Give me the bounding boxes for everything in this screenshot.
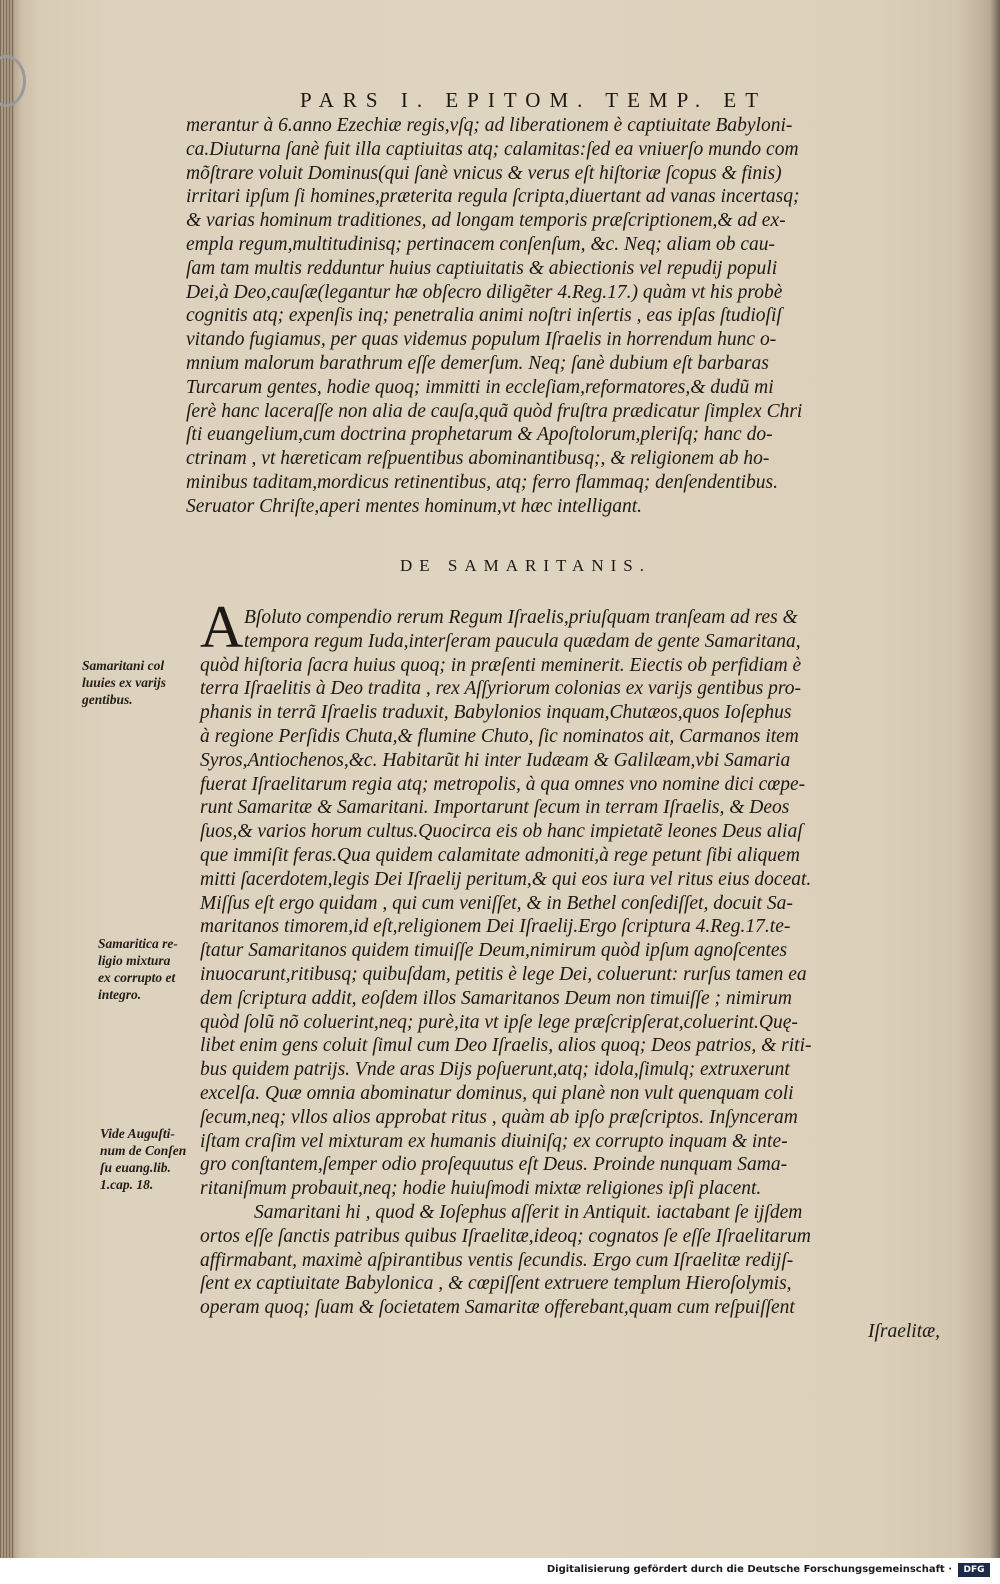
text-line: à regione Perſidis Chuta,& flumine Chuto, ſic nominatos ait, Carmanos item	[200, 725, 799, 747]
text-line: inuocarunt,ritibusq; quibuſdam, petitis è lege Dei, coluerunt: rurſus tamen ea	[200, 963, 807, 985]
text-line: tempora regum Iuda,interſeram paucula quædam de gente Samaritana,	[244, 630, 801, 652]
text-line: ſent ex captiuitate Babylonica , & cœpiſſent extruere templum Hieroſolymis,	[200, 1273, 792, 1295]
text-block-1	[186, 114, 946, 519]
marginal-line: num de Conſen	[100, 1143, 187, 1158]
marginal-note-1	[82, 657, 200, 708]
text-line: operam quoq; ſuam & ſocietatem Samaritæ offerebant,quam cum reſpuiſſent	[200, 1297, 795, 1319]
text-line: ca.Diuturna ſanè fuit illa captiuitas atq; calamitas:ſed ea vniuerſo mundo com	[186, 138, 799, 160]
text-line: que immiſit feras.Qua quidem calamitate admoniti,à rege petunt ſibi aliquem	[200, 844, 800, 866]
text-line: phanis in terrã Iſraelis traduxit, Babylonios inquam,Chutæos,quos Ioſephus	[200, 702, 792, 724]
marginal-line: ligio mixtura	[98, 953, 171, 968]
text-line: maritanos timorem,id eſt,religionem Dei Iſraelij.Ergo ſcriptura 4.Reg.17.te-	[200, 916, 791, 938]
text-line: ortos eſſe ſanctis patribus quibus Iſraelitæ,ideoq; cognatos ſe eſſe Iſraelitarum	[200, 1225, 811, 1247]
marginal-line: Samaritani col	[82, 658, 165, 673]
text-line: runt Samaritæ & Samaritani. Importarunt ſecum in terram Iſraelis, & Deos	[200, 797, 790, 819]
text-line: mõſtrare voluit Dominus(qui ſanè vnicus & verus eſt hiſtoriæ ſcopus & finis)	[186, 162, 782, 184]
text-line: gro conſtantem,ſemper odio proſequutus eſt Deus. Proinde nunquam Sama-	[200, 1154, 788, 1176]
text-line: bus quidem patrijs. Vnde aras Dijs poſuerunt,atq; idola,ſimulq; extruxerunt	[200, 1059, 790, 1081]
text-line: Iſraelitæ,	[867, 1320, 940, 1342]
text-line: minibus taditam,mordicus retinentibus, atq; ferro flammaq; denſendentibus.	[186, 471, 778, 493]
text-line: affirmabant, maximè aſpirantibus ventis ſecundis. Ergo cum Iſraelitæ redijſ-	[200, 1249, 794, 1271]
footer-bar	[0, 1558, 1000, 1584]
marginal-line: Samaritica re-	[98, 936, 178, 951]
section-title: DE SAMARITANIS.	[400, 556, 651, 575]
text-line: Seruator Chriſte,aperi mentes hominum,vt hæc intelligant.	[186, 495, 643, 517]
marginal-line: 1.cap. 18.	[100, 1177, 154, 1192]
text-line: ſerè hanc laceraſſe non alia de cauſa,quã quòd fruſtra prædicatur ſimplex Chri	[186, 400, 803, 422]
drop-cap: A	[200, 594, 244, 660]
text-line: quòd ſolũ nõ coluerint,neq; purè,ita vt ipſe lege præſcripſerat,coluerint.Quę-	[200, 1011, 798, 1033]
text-line: ſtatur Samaritanos quidem timuiſſe Deum,nimirum quòd ipſum agnoſcentes	[200, 940, 788, 962]
text-line: Turcarum gentes, hodie quoq; immitti in eccleſiam,reformatores,& dudũ mi	[186, 376, 774, 398]
text-line: fuerat Iſraelitarum regia atq; metropolis, à qua omnes vno nomine dici cœpe-	[200, 773, 806, 795]
text-line: ſuos,& varios horum cultus.Quocirca eis ob hanc impietatẽ leones Deus aliaſ	[200, 821, 803, 843]
marginal-note-3	[100, 1125, 200, 1193]
text-line: libet enim gens coluit ſimul cum Deo Iſraelis, alios quoq; Deos patrios, & riti-	[200, 1035, 812, 1057]
text-line: Bſoluto compendio rerum Regum Iſraelis,priuſquam tranſeam ad res &	[244, 607, 798, 628]
dfg-logo-icon: DFG	[958, 1563, 990, 1577]
marginal-line: luuies ex varijs	[82, 675, 167, 690]
marginal-note-2	[98, 935, 203, 1003]
text-line: iſtam craſim vel mixturam ex humanis diuiniſq; ex corrupto inquam & inte-	[200, 1130, 788, 1152]
marginal-line: Vide Auguſti-	[100, 1126, 175, 1141]
text-line: Samaritani hi , quod & Ioſephus aſſerit in Antiquit. iactabant ſe ijſdem	[254, 1201, 803, 1223]
text-line: dem ſcriptura addit, eoſdem illos Samaritanos Deum non timuiſſe ; nimirum	[200, 987, 793, 1009]
marginal-line: ſu euang.lib.	[100, 1160, 171, 1175]
text-line: vitando fugiamus, per quas videmus populum Iſraelis in horrendum hunc o-	[186, 329, 777, 351]
text-line: ſti euangelium,cum doctrina prophetarum & Apoſtolorum,pleriſq; hanc do-	[186, 424, 773, 446]
text-line: Dei,à Deo,cauſæ(legantur hæ obſecro diligẽter 4.Reg.17.) quàm vt his probè	[186, 281, 783, 303]
text-line: ritaniſmum probauit,neq; hodie huiuſmodi mixtæ religiones ipſi placent.	[200, 1178, 762, 1200]
text-line: & varias hominum traditiones, ad longam temporis præſcriptionem,& ad ex-	[186, 210, 786, 232]
text-line: terra Iſraelitis à Deo tradita , rex Aſſyriorum colonias ex varijs gentibus pro-	[200, 678, 802, 700]
marginal-line: integro.	[98, 987, 142, 1002]
footer-credit: Digitalisierung gefördert durch die Deutsche Forschungsgemeinschaft ·	[546, 1564, 952, 1575]
text-line: mitti ſacerdotem,legis Dei Iſraelij peritum,& qui eos iura vel ritus eius doceat.	[200, 868, 812, 890]
text-line: Miſſus eſt ergo quidam , qui cum veniſſet, & in Bethel conſediſſet, docuit Sa-	[200, 892, 793, 914]
running-head: PARS I. EPITOM. TEMP. ET	[300, 88, 768, 112]
text-line: quòd hiſtoria ſacra huius quoq; in præſenti meminerit. Eiectis ob perfidiam è	[200, 654, 802, 676]
text-line: ctrinam , vt hæreticam reſpuentibus abominantibusq;, & religionem ab ho-	[186, 448, 770, 470]
text-line: ſecum,neq; vllos alios approbat ritus , quàm ab ipſo præſcriptos. Inſynceram	[200, 1106, 798, 1128]
text-line: cognitis atq; expenſis inq; penetralia animi noſtri inſertis , eas ipſas ſtudioſiſ	[186, 305, 782, 327]
text-block-2	[200, 606, 940, 1344]
text-line: merantur à 6.anno Ezechiæ regis,vſq; ad liberationem è captiuitate Babyloni-	[186, 115, 793, 136]
marginal-line: gentibus.	[82, 692, 133, 707]
paper-clip	[0, 55, 26, 107]
text-line: mnium malorum barathrum eſſe demerſum. Neq; ſanè dubium eſt barbaras	[186, 352, 769, 374]
text-line: ſam tam multis redduntur huius captiuitatis & abiectionis vel repudij populi	[186, 257, 778, 279]
text-line: Syros,Antiochenos,&c. Habitarũt hi inter Iudæam & Galilæam,vbi Samaria	[200, 749, 791, 771]
text-line: excelſa. Quæ omnia abominatur dominus, qui planè non vult quenquam coli	[200, 1082, 794, 1104]
page-stack-edge	[0, 0, 14, 1558]
text-line: empla regum,multitudinisq; pertinacem conſenſum, &c. Neq; aliam ob cau-	[186, 233, 776, 255]
marginal-line: ex corrupto et	[98, 970, 176, 985]
text-line: irritari ipſum ſi homines,præterita regula ſcripta,diuertant ad vanas incertasq;	[186, 186, 800, 208]
